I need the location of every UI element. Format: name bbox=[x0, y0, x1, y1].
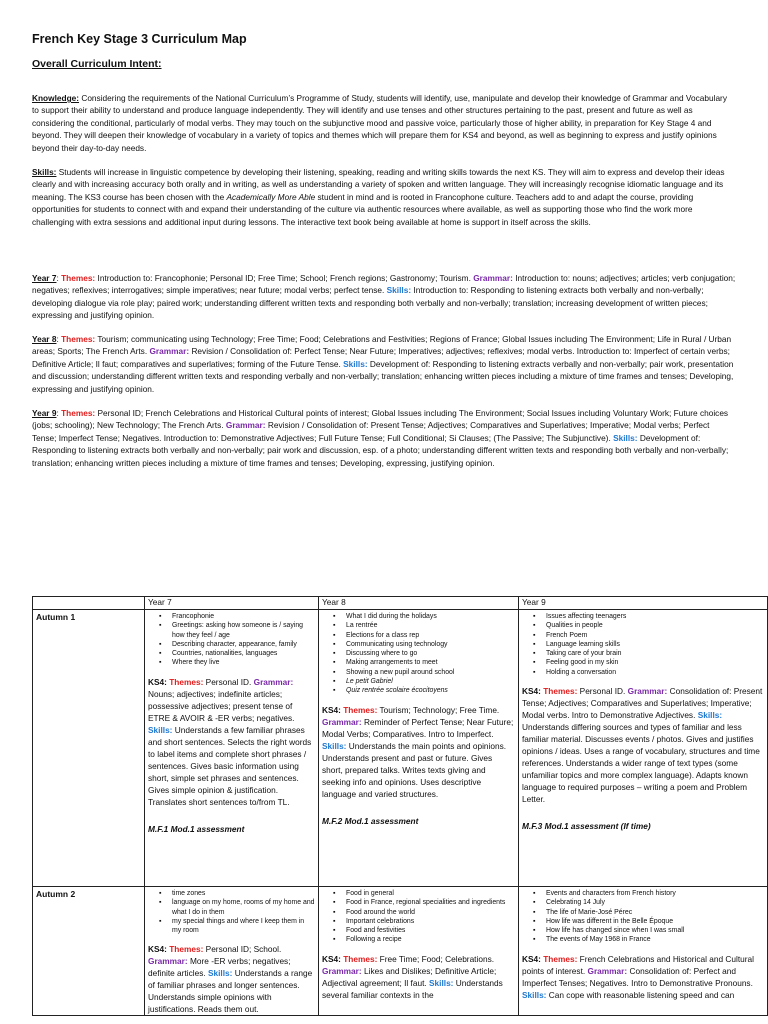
list-item: ▪ Taking care of your brain bbox=[546, 649, 764, 658]
table-header-cell: Year 8 bbox=[319, 597, 519, 610]
skills-text-italic: Academically More Able bbox=[226, 191, 316, 202]
grammar-label: Grammar: bbox=[149, 346, 190, 357]
ks4-label: KS4: bbox=[322, 953, 341, 964]
assessment-label: M.F.1 Mod.1 assessment bbox=[148, 823, 245, 834]
list-item: ▪ Discussing where to go bbox=[346, 649, 515, 658]
skills-text-after: student in mind and is rooted in Francophone culture. Teachers add to and adapt the course, providing opportunities for students to connect with and expand their understanding of the culture via authentic resources where available, as well as supporting those who find the work more challenging with extra sessions and additional input during lessons. The interactive text book being available at home is support in itself across the skills. bbox=[32, 191, 694, 227]
skills-text-before: Students will increase in linguistic competence by developing their listening, speaking, reading and writing skills towards the next KS. They will aim to express and develop their ideas clearly and with increasing accuracy both orally and in writing, as well as understanding a variety of spoken and written language. They will increasingly recognise idiomatic language and its meaning. The KS3 course has been chosen with the bbox=[32, 167, 725, 202]
list-item: ▪ time zones bbox=[172, 889, 315, 898]
knowledge-text: Considering the requirements of the National Curriculum’s Programme of Study, students will identify, use, manipulate and develop their knowledge of Grammar and Vocabulary to support their ability to understand and produce language independently. They will identify and use tenses and other structures pertaining to the past, present and future as well as considering the conditional, particularly of modal verbs. They may touch on the subjunctive mood and passive voice, particularly those of higher ability, in preparation for Key Stage 4 and beyond. They will deepen their knowledge of vocabulary in a variety of topics and themes which will prepare them for KS4 and beyond, as well as beginning to express and justify opinions beyond their day-to-day needs. bbox=[32, 93, 727, 153]
ks4-label: KS4: bbox=[322, 704, 341, 715]
year9-summary: Year 9: Themes: Personal ID; French Celebrations and Historical Cultural points of interest; Global Issues including The Environment; Social Issues including Voluntary Work; Future choices (jobs; schooling); New Technology; The French Arts. Grammar: Revision / Consolidation of: Present Tense; Adjectives; Comparatives and Superlatives; Imperative; Modal verbs; Perfect Tense; Imperfect Tense; Negatives. Introduction to: Demonstrative Adjectives; Full Future Tense; Full Conditional; Si Clauses; (The Passive; The Subjunctive). Skills: Development of: Responding to listening extracts both verbally and non-verbally; pair work and discussion, esp. of a photo; understanding different written texts and responding both verbally and non-verbally; translation; enhancing written pieces including a mixture of time frames and tenses; Developing, expressing, justifying opinion. bbox=[32, 408, 729, 468]
cell-grammar: Likes and Dislikes; Definitive Article; Adjectival agreement; Il faut. bbox=[322, 965, 497, 988]
table-cell bbox=[319, 610, 519, 887]
list-item: ▪ French Poem bbox=[546, 631, 764, 640]
themes-label: Themes: bbox=[543, 953, 578, 964]
grammar-label: Grammar: bbox=[473, 273, 513, 283]
term-label: Autumn 2 bbox=[33, 887, 145, 1016]
list-item: ▪ La rentrée bbox=[346, 621, 515, 630]
list-item: ▪ How life was different in the Belle Époque bbox=[546, 917, 764, 926]
year-grammar: Introduction to: nouns; adjectives; articles; verb conjugation; negatives; reflexives; interrogatives; simple imperatives; near future; modal verbs; perfect tense. bbox=[32, 273, 736, 296]
list-item: ▪ The life of Marie-José Pérec bbox=[546, 908, 764, 917]
cell-skills: Can cope with reasonable listening speed and can bbox=[548, 989, 735, 1000]
table-header-cell: Year 9 bbox=[519, 597, 768, 610]
skills-word-label: Skills: bbox=[522, 989, 547, 1000]
list-item: ▪ Francophonie bbox=[172, 612, 315, 621]
grammar-label: Grammar: bbox=[225, 420, 266, 431]
grammar-label: Grammar: bbox=[322, 716, 362, 727]
themes-label: Themes: bbox=[343, 704, 378, 715]
term-label: Autumn 1 bbox=[33, 610, 145, 887]
topic-list bbox=[148, 889, 315, 935]
list-item: ▪ my special things and where I keep them in my room bbox=[172, 917, 315, 936]
cell-skills: Understands a range of familiar phrases and longer sentences. Understands simple opinions with justifications. Reads them out. bbox=[148, 968, 313, 1015]
list-item: ▪ Events and characters from French history bbox=[546, 889, 764, 898]
assessment-label: M.F.3 Mod.1 assessment (If time) bbox=[522, 821, 651, 832]
knowledge-paragraph bbox=[32, 92, 736, 154]
list-item: ▪ Food in general bbox=[346, 889, 515, 898]
themes-label: Themes: bbox=[543, 686, 578, 697]
themes-label: Themes: bbox=[169, 944, 204, 955]
year-grammar: Revision / Consolidation of: Perfect Tense; Near Future; Imperatives; adjectives; reflexives; modal verbs. Introduction to: Imperfect of certain verbs; Definitive Article; Il faut; comparatives and superlatives; forming of the Future Tense. bbox=[32, 346, 730, 369]
topic-list bbox=[522, 889, 764, 945]
skills-paragraph bbox=[32, 166, 736, 228]
list-item: ▪ Food in France, regional specialities and ingredients bbox=[346, 898, 515, 907]
cell-themes: Personal ID. bbox=[579, 686, 626, 697]
themes-label: Themes: bbox=[169, 676, 204, 687]
cell-grammar: Consolidation of: Perfect and Imperfect Tenses; Negatives. Intro to Demonstrative Pronouns. bbox=[522, 965, 753, 988]
list-item: ▪ Food and festivities bbox=[346, 926, 515, 935]
year-themes: Tourism; communicating using Technology; Free Time; Food; Celebrations and Festivities; Regions of France; Global Issues including The Environment; Life in Rural / Urban areas; Sports; The French Arts. bbox=[32, 334, 732, 357]
list-item: ▪ How life has changed since when I was small bbox=[546, 926, 764, 935]
grammar-label: Grammar: bbox=[253, 676, 294, 687]
skills-word-label: Skills: bbox=[386, 285, 412, 296]
curriculum-table bbox=[32, 596, 768, 1016]
topic-list bbox=[322, 889, 515, 945]
ks4-summary bbox=[522, 953, 764, 1001]
year-grammar: Revision / Consolidation of: Present Tense; Adjectives; Comparatives and Superlatives; Imperative; Modal verbs; Perfect Tense; Imperfect Tense; Negatives. Introduction to: Demonstrative Adjectives; Full Future Tense; Full Conditional; Si Clauses; (The Passive; The Subjunctive). bbox=[32, 420, 710, 443]
intent-heading: Overall Curriculum Intent: bbox=[32, 58, 162, 70]
cell-grammar: Reminder of Perfect Tense; Near Future; Modal Verbs; Comparatives. Intro to Imperfect. bbox=[322, 716, 514, 739]
topic-list bbox=[148, 612, 315, 668]
cell-grammar: Consolidation of: Present Tense; Adjectives; Comparatives and Superlatives; Imperative; Modal verbs. Intro to Demonstrative Adjectives. bbox=[522, 686, 763, 721]
cell-skills: Understands a few familiar phrases and short sentences. Selects the right words to label items and complete short phrases / sentences. Gives basic information using short, simple set phrases and sentences. Gives simple opinion & justification. Translates short sentences to/from TL. bbox=[148, 724, 312, 807]
list-item: ▪ language on my home, rooms of my home and what I do in them bbox=[172, 898, 315, 917]
cell-themes: Tourism; Technology; Free Time. bbox=[379, 704, 500, 715]
year-themes: Introduction to: Francophonie; Personal ID; Free Time; School; French regions; Gastronomy; Tourism. bbox=[97, 273, 471, 283]
table-header-cell: Year 7 bbox=[145, 597, 319, 610]
list-item: ▪ Elections for a class rep bbox=[346, 631, 515, 640]
grammar-label: Grammar: bbox=[148, 956, 188, 967]
ks4-summary bbox=[148, 943, 315, 1015]
year-skills: Development of: Responding to listening extracts both verbally and non-verbally; pair work and discussion, esp. of a photo; understanding different written texts and responding both verbally and non-verbally; translation; enhancing written pieces including a mixture of time frames and tenses; Developing, expressing, justifying opinion. bbox=[32, 432, 729, 468]
list-item: ▪ Holding a conversation bbox=[546, 668, 764, 677]
year7-summary: Year 7: Themes: Introduction to: Francophonie; Personal ID; Free Time; School; French regions; Gastronomy; Tourism. Grammar: Introduction to: nouns; adjectives; articles; verb conjugation; negatives; reflexives; interrogatives; simple imperatives; near future; modal verbs; perfect tense. Skills: Introduction to: Responding to listening extracts both verbally and non-verbally; developing dialogue via role play; paired work; understanding different written texts and responding both verbally and non-verbally; translation; increasing development of written pieces; expressing and justifying opinion. bbox=[32, 273, 736, 321]
ks4-label: KS4: bbox=[148, 676, 167, 687]
cell-themes: French Celebrations and Historical and Cultural points of interest. bbox=[522, 953, 754, 976]
ks4-summary bbox=[322, 704, 515, 800]
ks4-summary bbox=[322, 953, 515, 1001]
ks4-summary bbox=[148, 676, 315, 808]
ks4-label: KS4: bbox=[522, 686, 541, 697]
grammar-label: Grammar: bbox=[587, 965, 628, 976]
table-cell bbox=[519, 610, 768, 887]
list-item: ▪ Greetings: asking how someone is / saying how they feel / age bbox=[172, 621, 315, 640]
ks4-label: KS4: bbox=[522, 953, 541, 964]
list-item: ▪ The events of May 1968 in France bbox=[546, 935, 764, 944]
list-item: ▪ Communicating using technology bbox=[346, 640, 515, 649]
list-item: ▪ Food around the world bbox=[346, 908, 515, 917]
table-header-row bbox=[33, 597, 768, 610]
list-item: ▪ Issues affecting teenagers bbox=[546, 612, 764, 621]
ks4-summary bbox=[522, 685, 764, 805]
list-item: ▪ Following a recipe bbox=[346, 935, 515, 944]
cell-themes: Free Time; Food; Celebrations. bbox=[379, 953, 495, 964]
cell-themes: Personal ID; School. bbox=[205, 944, 282, 955]
assessment-label: M.F.2 Mod.1 assessment bbox=[322, 815, 419, 826]
list-item: ▪ Describing character, appearance, family bbox=[172, 640, 315, 649]
list-item: ▪ Important celebrations bbox=[346, 917, 515, 926]
table-cell bbox=[145, 887, 319, 1016]
document-title: French Key Stage 3 Curriculum Map bbox=[32, 32, 247, 46]
list-item: ▪ Feeling good in my skin bbox=[546, 658, 764, 667]
themes-label: Themes: bbox=[61, 273, 96, 283]
table-row bbox=[33, 610, 768, 887]
table-header-cell bbox=[33, 597, 145, 610]
list-item: ▪ Le petit Gabriel bbox=[346, 677, 515, 686]
cell-skills: Understands differing sources and types of familiar and less familiar material. Discusses events / photos. Gives and justifies opinions / ideas. Uses a range of vocabulary, structures and time references. Understands a wider range of text types (some unfamiliar topics and more complex language). Adapts known language to required purposes – writing a poem and Problem Letter. bbox=[522, 722, 760, 805]
table-cell bbox=[145, 610, 319, 887]
grammar-label: Grammar: bbox=[627, 686, 668, 697]
list-item: ▪ Showing a new pupil around school bbox=[346, 668, 515, 677]
cell-grammar: More -ER verbs; negatives; definite articles. bbox=[148, 956, 291, 979]
year-label: Year 9 bbox=[32, 408, 57, 418]
skills-word-label: Skills: bbox=[429, 977, 454, 988]
topic-list bbox=[522, 612, 764, 677]
table-cell bbox=[319, 887, 519, 1016]
themes-label: Themes: bbox=[61, 408, 96, 418]
skills-word-label: Skills: bbox=[148, 724, 173, 735]
year8-summary: Year 8: Themes: Tourism; communicating using Technology; Free Time; Food; Celebrations and Festivities; Regions of France; Global Issues including The Environment; Life in Rural / Urban areas; Sports; The French Arts. Grammar: Revision / Consolidation of: Perfect Tense; Near Future; Imperatives; adjectives; reflexives; modal verbs. Introduction to: Imperfect of certain verbs; Definitive Article; Il faut; comparatives and superlatives; forming of the Future Tense. Skills: Development of: Responding to listening extracts verbally and non-verbally; pair work, presentation and discussion; understanding different written texts and responding verbally and non-verbally; translation; enhancing written pieces including a mixture of time frames and tenses; Developing, expressing and justifying opinion. bbox=[32, 334, 734, 394]
skills-label: Skills: bbox=[32, 167, 57, 177]
year-skills: Development of: Responding to listening extracts verbally and non-verbally; pair work, presentation and discussion; understanding different written texts and responding verbally and non-verbally; translation; enhancing written pieces including a mixture of time frames and tenses; Developing, expressing and justifying opinion. bbox=[32, 358, 734, 394]
list-item: ▪ Quiz rentrée scolaire écocitoyens bbox=[346, 686, 515, 695]
topic-list bbox=[322, 612, 515, 696]
table-row bbox=[33, 887, 768, 1016]
year-label: Year 7 bbox=[32, 273, 57, 283]
skills-word-label: Skills: bbox=[613, 432, 638, 443]
year-skills: Introduction to: Responding to listening extracts both verbally and non-verbally; developing dialogue via role play; paired work; understanding different written texts and responding both verbally and non-verbally; translation; increasing development of written pieces; expressing and justifying opinion. bbox=[32, 285, 708, 321]
themes-label: Themes: bbox=[343, 953, 378, 964]
ks4-label: KS4: bbox=[148, 944, 167, 955]
list-item: ▪ What I did during the holidays bbox=[346, 612, 515, 621]
cell-skills: Understands several familiar contexts in the bbox=[322, 977, 503, 1000]
year-label: Year 8 bbox=[32, 334, 57, 344]
list-item: ▪ Language learning skills bbox=[546, 640, 764, 649]
table-cell bbox=[519, 887, 768, 1016]
list-item: ▪ Qualities in people bbox=[546, 621, 764, 630]
skills-word-label: Skills: bbox=[322, 740, 347, 751]
themes-label: Themes: bbox=[61, 334, 96, 344]
list-item: ▪ Countries, nationalities, languages bbox=[172, 649, 315, 658]
knowledge-label: Knowledge: bbox=[32, 93, 80, 103]
skills-word-label: Skills: bbox=[697, 710, 723, 721]
cell-skills: Understands the main points and opinions. Understands present and past or future. Gives short, prepared talks. Writes texts giving and seeking info and opinions. Uses descriptive language and varied structures. bbox=[322, 740, 507, 799]
grammar-label: Grammar: bbox=[322, 965, 362, 976]
year-themes: Personal ID; French Celebrations and Historical Cultural points of interest; Global Issues including The Environment; Social Issues including Voluntary Work; Future choices (jobs; schooling); New Technology; The French Arts. bbox=[32, 408, 729, 431]
skills-word-label: Skills: bbox=[343, 358, 368, 369]
cell-grammar: Nouns; adjectives; indefinite articles; possessive adjectives; present tense of ETRE & AVOIR & -ER verbs; negatives. bbox=[148, 688, 295, 723]
cell-themes: Personal ID. bbox=[205, 676, 252, 687]
list-item: ▪ Where they live bbox=[172, 658, 315, 667]
skills-word-label: Skills: bbox=[207, 968, 233, 979]
list-item: ▪ Making arrangements to meet bbox=[346, 658, 515, 667]
list-item: ▪ Celebrating 14 July bbox=[546, 898, 764, 907]
